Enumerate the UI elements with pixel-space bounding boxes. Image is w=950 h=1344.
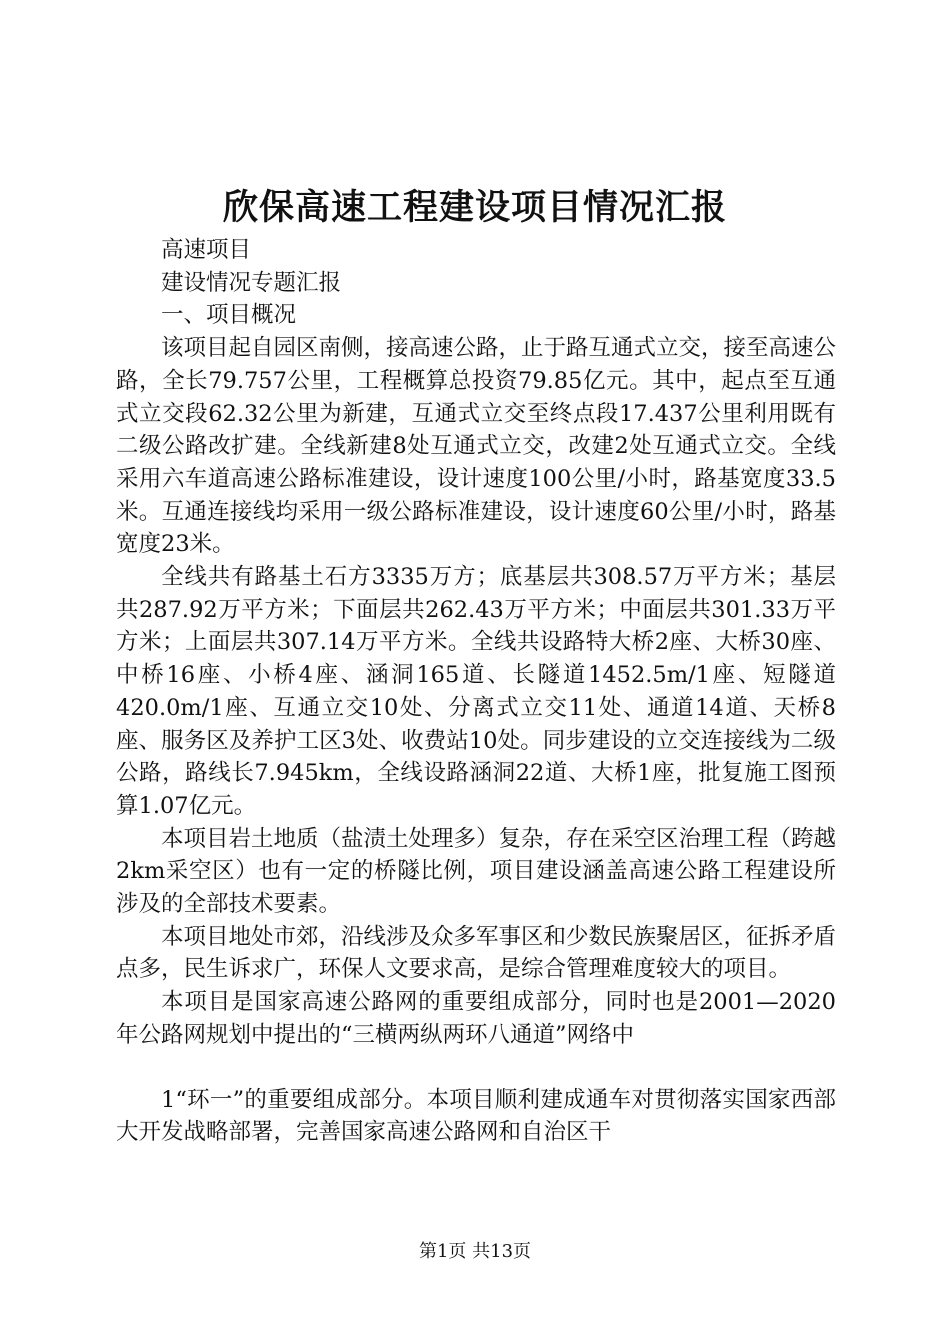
page-footer: 第1页 共13页 <box>418 1241 532 1262</box>
paragraph-location: 本项目地处市郊，沿线涉及众多军事区和少数民族聚居区，征拆矛盾点多，民生诉求广，环保人文要求高，是综合管理难度较大的项目。 <box>116 923 837 983</box>
paragraph-geology: 本项目岩土地质（盐渍土处理多）复杂，存在采空区治理工程（跨越2km采空区）也有一定的桥隧比例，项目建设涵盖高速公路工程建设所涉及的全部技术要素。 <box>116 825 837 918</box>
section-heading-overview: 一、项目概况 <box>161 302 297 329</box>
paragraph-report-subtitle: 建设情况专题汇报 <box>161 269 342 296</box>
paragraph-overview: 该项目起自园区南侧，接高速公路，止于路互通式立交，接至高速公路，全长79.757公里，工程概算总投资79.85亿元。其中，起点至互通式立交段62.32公里为新建，互通式立交至终点段17.437公里利用既有二级公路改扩建。全线新建8处互通式立交，改建2处互通式立交。全线采用六车道高速公路标准建设，设计速度100公里/小时，路基宽度33.5米。互通连接线均采用一级公路标准建设，设计速度60公里/小时，路基宽度23米。 <box>116 335 837 558</box>
paragraph-continued: 1“环一”的重要组成部分。本项目顺利建成通车对贯彻落实国家西部大开发战略部署，完善国家高速公路网和自治区干 <box>116 1086 836 1146</box>
paragraph-project-name: 高速项目 <box>161 237 252 263</box>
paragraph-quantities: 全线共有路基土石方3335万方；底基层共308.57万平方米；基层共287.92万平方米；下面层共262.43万平方米；中面层共301.33万平方米；上面层共307.14万平方米。全线共设路特大桥2座、大桥30座、中桥16座、小桥4座、涵洞165道、长隧道1452.5m/1座、短隧道420.0m/1座、互通立交10处、分离式立交11处、通道14道、天桥8座、服务区及养护工区3处、收费站10处。同步建设的立交连接线为二级公路，路线长7.945km，全线设路涵洞22道、大桥1座，批复施工图预算1.07亿元。 <box>116 564 836 819</box>
paragraph-network: 本项目是国家高速公路网的重要组成部分，同时也是2001—2020年公路网规划中提出的“三横两纵两环八通道”网络中 <box>116 989 836 1048</box>
document-body <box>116 234 836 1149</box>
document-title: 欣保高速工程建设项目情况汇报 <box>222 187 727 228</box>
